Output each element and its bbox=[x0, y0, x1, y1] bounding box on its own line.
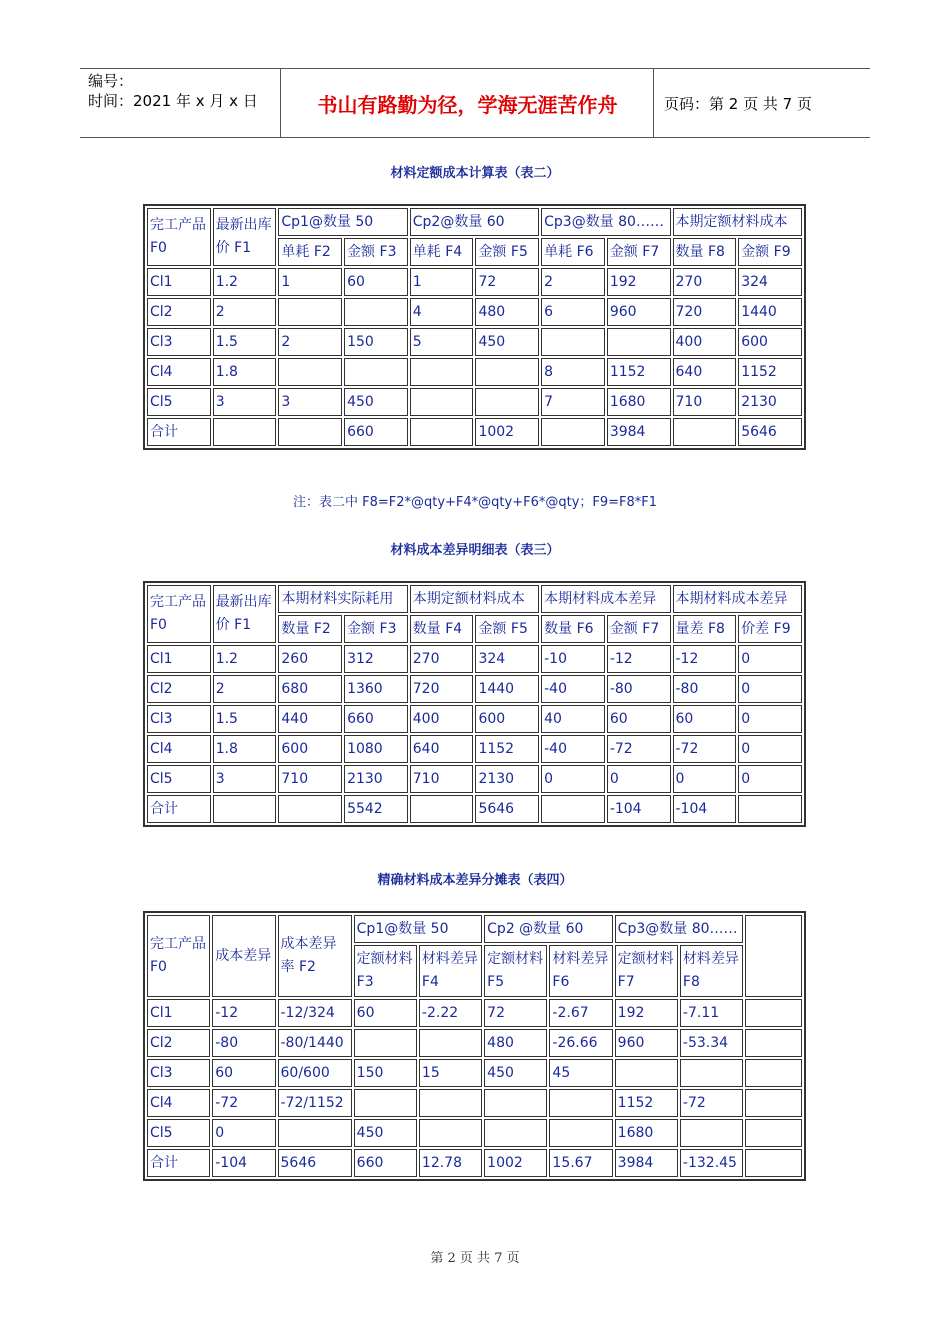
table3-data-row bbox=[147, 645, 802, 673]
table4-header-cell: Cp3@数量 80…… bbox=[615, 915, 744, 943]
table3-cell: 3 bbox=[213, 765, 277, 793]
table3-cell: 1.5 bbox=[213, 705, 277, 733]
table3-cell: 0 bbox=[738, 645, 802, 673]
table4-cell: -104 bbox=[212, 1149, 275, 1177]
table4-cell: 15.67 bbox=[549, 1149, 612, 1177]
table3-cell: 2130 bbox=[344, 765, 408, 793]
table2-cell: 8 bbox=[541, 358, 605, 386]
table2-data-row bbox=[147, 328, 802, 356]
table4-cell bbox=[615, 1059, 678, 1087]
table4-row-label: Cl5 bbox=[147, 1119, 210, 1147]
table2-cell: 2 bbox=[278, 328, 342, 356]
table4-row-label: Cl2 bbox=[147, 1029, 210, 1057]
table4-cell: 5646 bbox=[278, 1149, 352, 1177]
table4-cell: 60 bbox=[212, 1059, 275, 1087]
table4-cell: -80 bbox=[212, 1029, 275, 1057]
table2-cell: 1152 bbox=[738, 358, 802, 386]
table3-cell: 710 bbox=[410, 765, 474, 793]
table4-header-cell: 成本差异率 F2 bbox=[278, 915, 352, 997]
material-variance-allocation-table bbox=[143, 911, 806, 1181]
table2-cell bbox=[213, 418, 277, 446]
table2-cell: 7 bbox=[541, 388, 605, 416]
table2-cell: 2 bbox=[541, 268, 605, 296]
table3-row-label: Cl1 bbox=[147, 645, 211, 673]
table2-header-cell: Cp2@数量 60 bbox=[410, 208, 539, 236]
table4-cell: 660 bbox=[354, 1149, 417, 1177]
table2-data-row bbox=[147, 268, 802, 296]
table2-subheader-cell: 金额 F7 bbox=[607, 238, 671, 266]
table3-cell: 1.2 bbox=[213, 645, 277, 673]
table2-cell bbox=[541, 328, 605, 356]
table3-row-label: Cl4 bbox=[147, 735, 211, 763]
table4-header-cell: 完工产品F0 bbox=[147, 915, 210, 997]
table2-subheader-cell: 金额 F9 bbox=[738, 238, 802, 266]
table4-cell: 12.78 bbox=[419, 1149, 482, 1177]
table2-header-cell: 完工产品F0 bbox=[147, 208, 211, 266]
table2-header-row-1 bbox=[147, 208, 802, 236]
table2-cell bbox=[344, 358, 408, 386]
table2-cell: 1.5 bbox=[213, 328, 277, 356]
table3-cell: -10 bbox=[541, 645, 605, 673]
table4-cell: 480 bbox=[484, 1029, 547, 1057]
table3-cell bbox=[278, 795, 342, 823]
table3-cell: 260 bbox=[278, 645, 342, 673]
table4-cell: 72 bbox=[484, 999, 547, 1027]
table4-cell bbox=[549, 1089, 612, 1117]
table3-cell: -72 bbox=[673, 735, 737, 763]
table2-cell: 710 bbox=[673, 388, 737, 416]
table4-cell bbox=[419, 1119, 482, 1147]
table2-row-label: Cl3 bbox=[147, 328, 211, 356]
table4-cell: -12/324 bbox=[278, 999, 352, 1027]
table4-title: 精确材料成本差异分摊表（表四） bbox=[377, 873, 573, 888]
table4-header-cell: 成本差异 bbox=[212, 915, 275, 997]
table4-row-label: Cl1 bbox=[147, 999, 210, 1027]
table2-cell: 720 bbox=[673, 298, 737, 326]
table3-cell: 710 bbox=[278, 765, 342, 793]
table2-header-cell: 最新出库价 F1 bbox=[213, 208, 277, 266]
table4-subheader-cell: 定额材料F5 bbox=[484, 945, 547, 997]
table2-cell: 2 bbox=[213, 298, 277, 326]
table4-subheader-cell: 材料差异F4 bbox=[419, 945, 482, 997]
table3-header-row-1 bbox=[147, 585, 802, 613]
table2-cell: 1152 bbox=[607, 358, 671, 386]
table3-cell bbox=[738, 795, 802, 823]
table3-header-cell: 本期材料成本差异 bbox=[673, 585, 803, 613]
table2-cell: 5646 bbox=[738, 418, 802, 446]
table2-cell: 3984 bbox=[607, 418, 671, 446]
table2-data-row bbox=[147, 418, 802, 446]
header-meta bbox=[80, 69, 281, 137]
table3-subheader-cell: 金额 F3 bbox=[344, 615, 408, 643]
table4-cell bbox=[745, 1059, 802, 1087]
table2-cell: 3 bbox=[278, 388, 342, 416]
table2-row-label: Cl2 bbox=[147, 298, 211, 326]
table3-cell: 40 bbox=[541, 705, 605, 733]
table4-cell: 3984 bbox=[615, 1149, 678, 1177]
table2-cell bbox=[410, 358, 474, 386]
material-cost-variance-detail-table bbox=[143, 581, 806, 827]
table3-subheader-cell: 量差 F8 bbox=[673, 615, 737, 643]
table4-row-label: Cl4 bbox=[147, 1089, 210, 1117]
table4-cell: 60 bbox=[354, 999, 417, 1027]
table4-cell bbox=[419, 1089, 482, 1117]
table3-cell: 5542 bbox=[344, 795, 408, 823]
table4-cell: -80/1440 bbox=[278, 1029, 352, 1057]
table2-cell: 400 bbox=[673, 328, 737, 356]
table2-subheader-cell: 金额 F5 bbox=[475, 238, 539, 266]
table2-cell: 5 bbox=[410, 328, 474, 356]
table3-row-label: Cl2 bbox=[147, 675, 211, 703]
table3-header-cell: 本期定额材料成本 bbox=[410, 585, 539, 613]
table3-cell: 2 bbox=[213, 675, 277, 703]
table4-data-row bbox=[147, 999, 802, 1027]
table2-row-label: Cl5 bbox=[147, 388, 211, 416]
table3-cell: 640 bbox=[410, 735, 474, 763]
table2-cell bbox=[475, 358, 539, 386]
table4-cell: 1680 bbox=[615, 1119, 678, 1147]
table2-cell: 1 bbox=[410, 268, 474, 296]
table2-cell: 660 bbox=[344, 418, 408, 446]
header-page-label: 页码：第 2 页 共 7 页 bbox=[664, 94, 812, 113]
table2-cell: 600 bbox=[738, 328, 802, 356]
table2-row-label: 合计 bbox=[147, 418, 211, 446]
table3-cell: 0 bbox=[607, 765, 671, 793]
table4-cell: -72/1152 bbox=[278, 1089, 352, 1117]
table3-row-label: Cl5 bbox=[147, 765, 211, 793]
table2-subheader-cell: 金额 F3 bbox=[344, 238, 408, 266]
table2-subheader-cell: 单耗 F6 bbox=[541, 238, 605, 266]
table4-cell bbox=[484, 1089, 547, 1117]
table3-header-cell: 本期材料成本差异 bbox=[541, 585, 670, 613]
table2-data-row bbox=[147, 388, 802, 416]
table2-cell: 480 bbox=[475, 298, 539, 326]
table3-cell: 0 bbox=[738, 675, 802, 703]
table4-cell: 15 bbox=[419, 1059, 482, 1087]
table3-data-row bbox=[147, 675, 802, 703]
table4-cell: -12 bbox=[212, 999, 275, 1027]
table4-header-row-1 bbox=[147, 915, 802, 943]
table4-cell: 960 bbox=[615, 1029, 678, 1057]
table3-cell: 600 bbox=[475, 705, 539, 733]
table4-cell: 150 bbox=[354, 1059, 417, 1087]
table2-header-cell: Cp3@数量 80…… bbox=[541, 208, 670, 236]
table4-cell bbox=[745, 999, 802, 1027]
table3-cell: 400 bbox=[410, 705, 474, 733]
table3-cell: 0 bbox=[673, 765, 737, 793]
table3-cell: -104 bbox=[607, 795, 671, 823]
table3-data-row bbox=[147, 795, 802, 823]
table4-cell: -72 bbox=[212, 1089, 275, 1117]
table2-header-cell: 本期定额材料成本 bbox=[673, 208, 803, 236]
table4-cell: -2.22 bbox=[419, 999, 482, 1027]
table3-cell: -12 bbox=[673, 645, 737, 673]
header-motto: 书山有路勤为径，学海无涯苦作舟 bbox=[282, 69, 654, 137]
table4-cell: 0 bbox=[212, 1119, 275, 1147]
table3-cell: 1152 bbox=[475, 735, 539, 763]
material-standard-cost-table bbox=[143, 204, 806, 450]
table3-data-row bbox=[147, 735, 802, 763]
table2-cell: 1680 bbox=[607, 388, 671, 416]
table3-cell: 660 bbox=[344, 705, 408, 733]
table3-subheader-cell: 金额 F5 bbox=[475, 615, 539, 643]
table4-cell: 192 bbox=[615, 999, 678, 1027]
table2-row-label: Cl1 bbox=[147, 268, 211, 296]
table2-cell bbox=[541, 418, 605, 446]
table3-header-cell: 最新出库价 F1 bbox=[213, 585, 277, 643]
table3-cell: -72 bbox=[607, 735, 671, 763]
table2-cell: 450 bbox=[344, 388, 408, 416]
table2-subheader-cell: 单耗 F4 bbox=[410, 238, 474, 266]
table4-cell bbox=[680, 1119, 743, 1147]
table3-subheader-cell: 金额 F7 bbox=[607, 615, 671, 643]
table2-cell: 1.8 bbox=[213, 358, 277, 386]
document-time-label: 时间：2021 年 x 月 x 日 bbox=[88, 92, 258, 110]
table4-cell: 450 bbox=[354, 1119, 417, 1147]
table3-cell: -40 bbox=[541, 675, 605, 703]
table2-cell: 324 bbox=[738, 268, 802, 296]
table3-data-row bbox=[147, 765, 802, 793]
table2-cell: 150 bbox=[344, 328, 408, 356]
table3-cell: 600 bbox=[278, 735, 342, 763]
table2-cell: 270 bbox=[673, 268, 737, 296]
table2-cell: 1.2 bbox=[213, 268, 277, 296]
page-header bbox=[80, 68, 870, 138]
table2-cell bbox=[673, 418, 737, 446]
table2-cell: 192 bbox=[607, 268, 671, 296]
table2-cell bbox=[475, 388, 539, 416]
table3-cell: 60 bbox=[607, 705, 671, 733]
table2-subheader-cell: 单耗 F2 bbox=[278, 238, 342, 266]
table3-cell: 312 bbox=[344, 645, 408, 673]
table2-subheader-cell: 数量 F8 bbox=[673, 238, 737, 266]
table4-data-row bbox=[147, 1119, 802, 1147]
table2-cell: 4 bbox=[410, 298, 474, 326]
table4-cell: -7.11 bbox=[680, 999, 743, 1027]
table3-cell: 0 bbox=[738, 735, 802, 763]
table4-header-cell: Cp2 @数量 60 bbox=[484, 915, 613, 943]
table3-cell bbox=[541, 795, 605, 823]
table2-cell bbox=[278, 418, 342, 446]
table2-cell: 6 bbox=[541, 298, 605, 326]
table3-cell: 5646 bbox=[475, 795, 539, 823]
table3-title: 材料成本差异明细表（表三） bbox=[390, 543, 560, 558]
table4-cell: 1002 bbox=[484, 1149, 547, 1177]
table3-cell: 1080 bbox=[344, 735, 408, 763]
table3-cell: 60 bbox=[673, 705, 737, 733]
table2-cell: 640 bbox=[673, 358, 737, 386]
table4-cell bbox=[745, 1089, 802, 1117]
table4-cell bbox=[745, 1149, 802, 1177]
table3-cell: 680 bbox=[278, 675, 342, 703]
table4-cell bbox=[278, 1119, 352, 1147]
table2-header-cell: Cp1@数量 50 bbox=[278, 208, 407, 236]
table3-cell bbox=[410, 795, 474, 823]
table4-cell: 450 bbox=[484, 1059, 547, 1087]
table2-cell: 3 bbox=[213, 388, 277, 416]
document-number-label: 编号： bbox=[88, 72, 134, 90]
table3-data-row bbox=[147, 705, 802, 733]
table3-cell: 440 bbox=[278, 705, 342, 733]
table3-cell: 324 bbox=[475, 645, 539, 673]
table2-cell: 450 bbox=[475, 328, 539, 356]
table4-row-label: Cl3 bbox=[147, 1059, 210, 1087]
table4-data-row bbox=[147, 1149, 802, 1177]
table4-cell bbox=[484, 1119, 547, 1147]
table3-cell: 1.8 bbox=[213, 735, 277, 763]
table3-header-cell: 本期材料实际耗用 bbox=[278, 585, 407, 613]
table3-cell: -80 bbox=[673, 675, 737, 703]
table3-cell: 2130 bbox=[475, 765, 539, 793]
table4-cell bbox=[745, 1029, 802, 1057]
table4-cell bbox=[354, 1029, 417, 1057]
table2-cell: 72 bbox=[475, 268, 539, 296]
table4-subheader-cell: 材料差异F8 bbox=[680, 945, 743, 997]
table4-cell bbox=[745, 1119, 802, 1147]
table2-cell bbox=[410, 388, 474, 416]
table2-title: 材料定额成本计算表（表二） bbox=[390, 166, 560, 181]
table4-cell: -53.34 bbox=[680, 1029, 743, 1057]
table3-subheader-cell: 价差 F9 bbox=[738, 615, 802, 643]
table2-note: 注：表二中 F8=F2*@qty+F4*@qty+F6*@qty；F9=F8*F1 bbox=[292, 495, 658, 510]
page-footer: 第 2 页 共 7 页 bbox=[430, 1251, 520, 1266]
table2-cell bbox=[410, 418, 474, 446]
table2-cell bbox=[278, 298, 342, 326]
table4-cell: -2.67 bbox=[549, 999, 612, 1027]
table4-header-cell bbox=[745, 915, 802, 997]
table2-data-row bbox=[147, 358, 802, 386]
table2-cell: 2130 bbox=[738, 388, 802, 416]
table3-cell: -80 bbox=[607, 675, 671, 703]
table3-subheader-cell: 数量 F2 bbox=[278, 615, 342, 643]
table2-data-row bbox=[147, 298, 802, 326]
table2-cell: 1 bbox=[278, 268, 342, 296]
table4-data-row bbox=[147, 1089, 802, 1117]
table3-cell: 0 bbox=[738, 765, 802, 793]
table4-data-row bbox=[147, 1059, 802, 1087]
table4-cell bbox=[354, 1089, 417, 1117]
table3-header-cell: 完工产品F0 bbox=[147, 585, 211, 643]
table4-cell bbox=[680, 1059, 743, 1087]
table4-cell bbox=[549, 1119, 612, 1147]
table3-subheader-cell: 数量 F4 bbox=[410, 615, 474, 643]
table3-cell: 270 bbox=[410, 645, 474, 673]
table3-cell: -12 bbox=[607, 645, 671, 673]
table4-subheader-cell: 定额材料F7 bbox=[615, 945, 678, 997]
table4-cell: -132.45 bbox=[680, 1149, 743, 1177]
table4-cell: -72 bbox=[680, 1089, 743, 1117]
table3-cell: 720 bbox=[410, 675, 474, 703]
table4-subheader-cell: 定额材料F3 bbox=[354, 945, 417, 997]
table3-cell: 0 bbox=[738, 705, 802, 733]
table3-cell: 1440 bbox=[475, 675, 539, 703]
table3-row-label: Cl3 bbox=[147, 705, 211, 733]
table2-row-label: Cl4 bbox=[147, 358, 211, 386]
table3-row-label: 合计 bbox=[147, 795, 211, 823]
table4-cell bbox=[419, 1029, 482, 1057]
table3-cell: 1360 bbox=[344, 675, 408, 703]
table2-cell: 960 bbox=[607, 298, 671, 326]
table3-cell: -104 bbox=[673, 795, 737, 823]
table2-cell: 1440 bbox=[738, 298, 802, 326]
table2-cell bbox=[278, 358, 342, 386]
table2-cell bbox=[607, 328, 671, 356]
table4-cell: -26.66 bbox=[549, 1029, 612, 1057]
table4-row-label: 合计 bbox=[147, 1149, 210, 1177]
table3-subheader-cell: 数量 F6 bbox=[541, 615, 605, 643]
table4-data-row bbox=[147, 1029, 802, 1057]
table2-cell: 1002 bbox=[475, 418, 539, 446]
table3-cell: 0 bbox=[541, 765, 605, 793]
table4-cell: 45 bbox=[549, 1059, 612, 1087]
table2-cell: 60 bbox=[344, 268, 408, 296]
table3-cell bbox=[213, 795, 277, 823]
table4-cell: 1152 bbox=[615, 1089, 678, 1117]
table4-header-cell: Cp1@数量 50 bbox=[354, 915, 483, 943]
table2-cell bbox=[344, 298, 408, 326]
table4-subheader-cell: 材料差异F6 bbox=[549, 945, 612, 997]
table4-cell: 60/600 bbox=[278, 1059, 352, 1087]
table3-cell: -40 bbox=[541, 735, 605, 763]
